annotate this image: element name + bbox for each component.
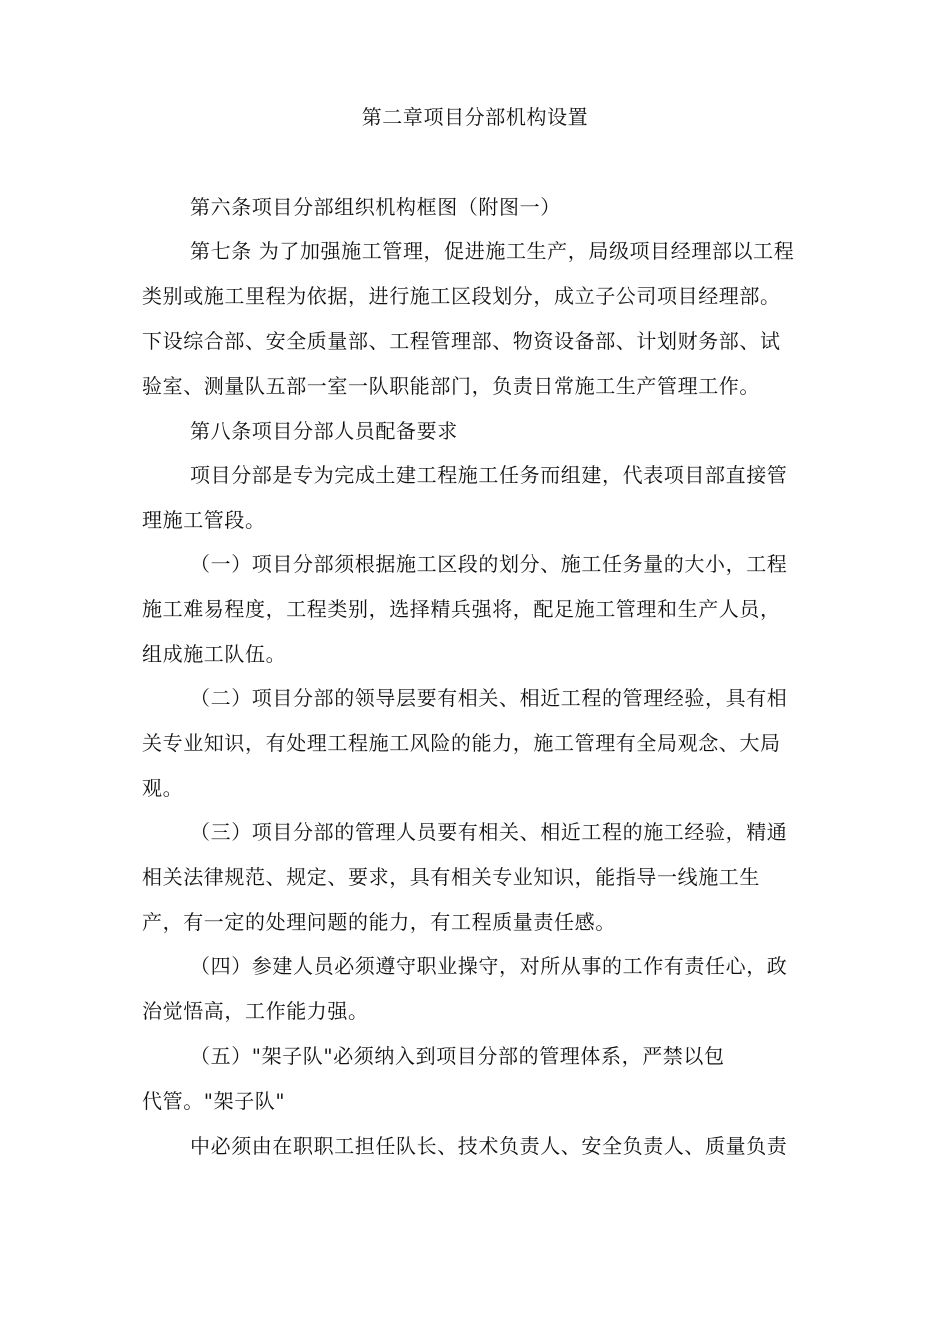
item-2-line-2: 关专业知识，有处理工程施工风险的能力，施工管理有全局观念、大局 xyxy=(142,731,781,755)
item-3-line-1: （三）项目分部的管理人员要有相关、相近工程的施工经验，精通 xyxy=(190,820,788,844)
article-6-heading: 第六条项目分部组织机构框图（附图一） xyxy=(190,195,561,219)
paragraph-intro-line-2: 理施工管段。 xyxy=(142,508,266,532)
item-4-line-2: 治觉悟高，工作能力强。 xyxy=(142,999,369,1023)
article-7-line-2: 类别或施工里程为依据，进行施工区段划分，成立子公司项目经理部。 xyxy=(142,284,781,308)
item-2-line-3: 观。 xyxy=(142,776,184,800)
article-8-heading: 第八条项目分部人员配备要求 xyxy=(190,419,458,443)
item-2-line-1: （二）项目分部的领导层要有相关、相近工程的管理经验，具有相 xyxy=(190,686,788,710)
item-1-line-2: 施工难易程度，工程类别，选择精兵强将，配足施工管理和生产人员， xyxy=(142,597,781,621)
item-3-line-2: 相关法律规范、规定、要求，具有相关专业知识，能指导一线施工生 xyxy=(142,865,760,889)
chapter-title: 第二章项目分部机构设置 xyxy=(361,105,589,129)
article-7-line-3: 下设综合部、安全质量部、工程管理部、物资设备部、计划财务部、试 xyxy=(142,329,781,353)
item-3-line-3: 产，有一定的处理问题的能力，有工程质量责任感。 xyxy=(142,910,616,934)
item-1-line-1: （一）项目分部须根据施工区段的划分、施工任务量的大小，工程 xyxy=(190,552,788,576)
item-5-line-3: 中必须由在职职工担任队长、技术负责人、安全负责人、质量负责 xyxy=(190,1134,788,1158)
article-7-line-4: 验室、测量队五部一室一队职能部门，负责日常施工生产管理工作。 xyxy=(142,374,760,398)
item-1-line-3: 组成施工队伍。 xyxy=(142,642,287,666)
item-5-line-2: 代管。"架子队" xyxy=(142,1089,286,1113)
paragraph-intro-line-1: 项目分部是专为完成土建工程施工任务而组建，代表项目部直接管 xyxy=(190,463,788,487)
item-4-line-1: （四）参建人员必须遵守职业操守，对所从事的工作有责任心，政 xyxy=(190,954,788,978)
item-5-line-1: （五）"架子队"必须纳入到项目分部的管理体系，严禁以包 xyxy=(190,1044,725,1068)
article-7-line-1: 第七条 为了加强施工管理，促进施工生产，局级项目经理部以工程 xyxy=(190,239,795,263)
